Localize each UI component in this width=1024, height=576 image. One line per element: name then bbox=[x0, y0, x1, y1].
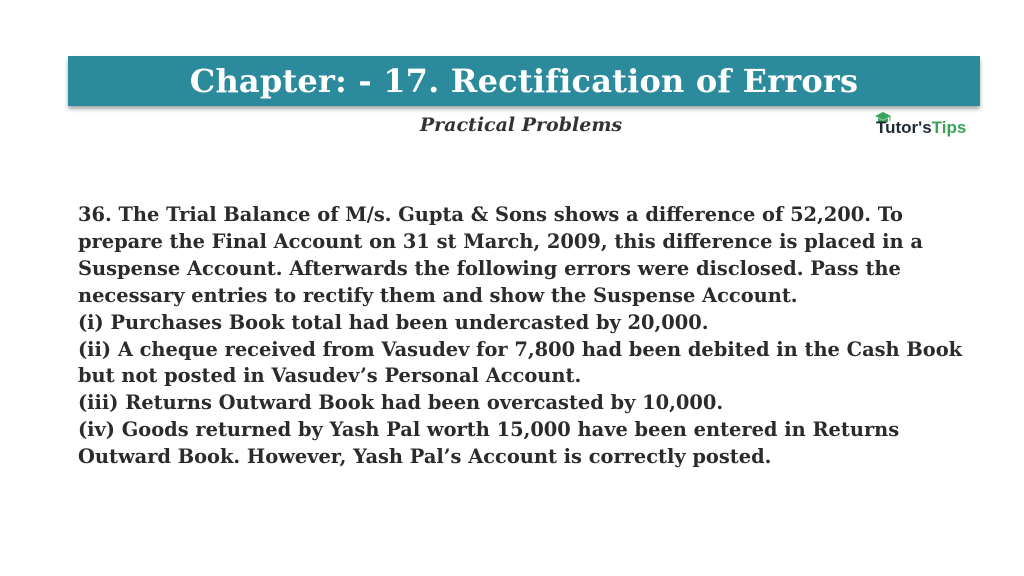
chapter-title: Chapter: - 17. Rectification of Errors bbox=[189, 62, 859, 100]
problem-line: Outward Book. However, Yash Pal’s Account is correctly posted. bbox=[78, 445, 772, 469]
logo-text-part3: Tips bbox=[931, 118, 967, 137]
tutors-tips-logo bbox=[874, 112, 984, 142]
problem-line: (iii) Returns Outward Book had been overcasted by 10,000. bbox=[78, 391, 724, 415]
section-subtitle: Practical Problems bbox=[419, 114, 623, 136]
logo-wordmark bbox=[876, 118, 966, 138]
problem-line: (iv) Goods returned by Yash Pal worth 15,000 have been entered in Returns bbox=[78, 418, 900, 442]
problem-text bbox=[78, 202, 978, 471]
chapter-banner bbox=[68, 56, 980, 106]
problem-line: prepare the Final Account on 31 st March, 2009, this difference is placed in a bbox=[78, 229, 923, 253]
logo-text-part2: utor's bbox=[885, 118, 932, 137]
problem-line: 36. The Trial Balance of M/s. Gupta & Sons shows a difference of 52,200. To bbox=[78, 203, 903, 226]
problem-line: necessary entries to rectify them and show the Suspense Account. bbox=[78, 283, 798, 307]
problem-line: Suspense Account. Afterwards the following errors were disclosed. Pass the bbox=[78, 256, 901, 280]
logo-text-part1: T bbox=[876, 118, 886, 137]
problem-line: but not posted in Vasudev’s Personal Account. bbox=[78, 364, 582, 388]
problem-line: (i) Purchases Book total had been undercasted by 20,000. bbox=[78, 310, 709, 334]
problem-line: (ii) A cheque received from Vasudev for 7,800 had been debited in the Cash Book bbox=[78, 337, 963, 361]
